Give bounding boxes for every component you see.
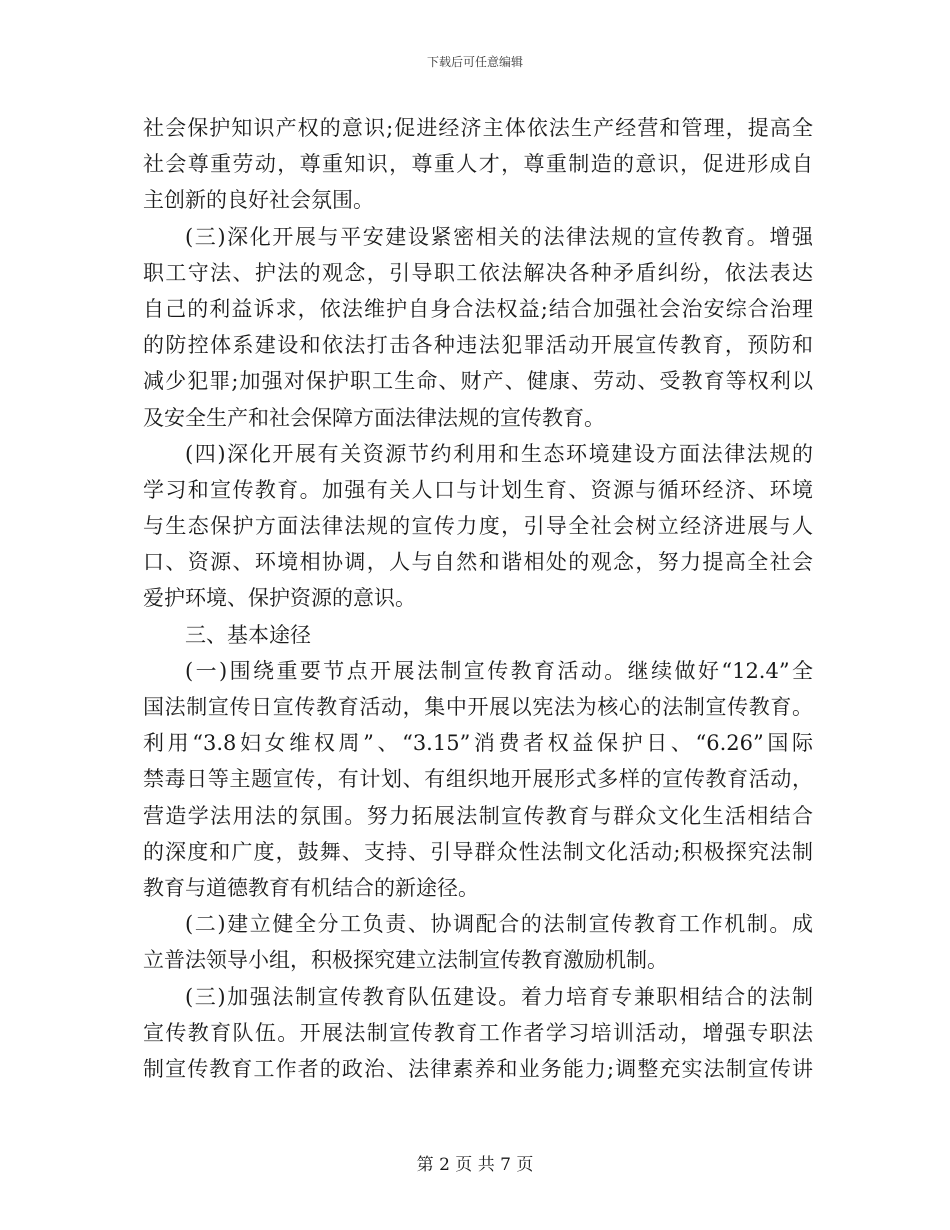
text-line: 利用“3.8妇女维权周”、“3.15”消费者权益保护日、“6.26”国际 bbox=[143, 731, 813, 756]
text-line: 的深度和广度，鼓舞、支持、引导群众性法制文化活动;积极探究法制 bbox=[143, 839, 813, 864]
page-header-note: 下载后可任意编辑 bbox=[426, 55, 523, 69]
text-line: 自己的利益诉求，依法维护自身合法权益;结合加强社会治安综合治理 bbox=[143, 296, 813, 321]
section-title: 三、基本途径 bbox=[185, 622, 311, 647]
text-line: 宣传教育队伍。开展法制宣传教育工作者学习培训活动，增强专职法 bbox=[143, 1020, 813, 1045]
section-heading-line: (四)深化开展有关资源节约利用和生态环境建设方面法律法规的 bbox=[185, 441, 813, 466]
text-line: 的防控体系建设和依法打击各种违法犯罪活动开展宣传教育，预防和 bbox=[143, 333, 813, 358]
text-line: 国法制宣传日宣传教育活动，集中开展以宪法为核心的法制宣传教育。 bbox=[143, 695, 813, 719]
text-line: 减少犯罪;加强对保护职工生命、财产、健康、劳动、受教育等权利以 bbox=[143, 369, 813, 394]
text-line: 爱护环境、保护资源的意识。 bbox=[143, 586, 416, 611]
text-line: 职工守法、护法的观念，引导职工依法解决各种矛盾纠纷，依法表达 bbox=[143, 260, 813, 285]
section-heading-line: (二)建立健全分工负责、协调配合的法制宣传教育工作机制。成 bbox=[185, 912, 813, 937]
document-body bbox=[143, 113, 813, 1090]
section-heading-line: (三)加强法制宣传教育队伍建设。着力培育专兼职相结合的法制 bbox=[185, 984, 813, 1009]
section-heading-line: (一)围绕重要节点开展法制宣传教育活动。继续做好“12.4”全 bbox=[185, 658, 813, 683]
page-number-footer: 第 2 页 共 7 页 bbox=[416, 1155, 534, 1175]
text-line: 制宣传教育工作者的政治、法律素养和业务能力;调整充实法制宣传讲 bbox=[143, 1056, 813, 1081]
text-line: 社会保护知识产权的意识;促进经济主体依法生产经营和管理，提高全 bbox=[143, 116, 813, 140]
text-line: 学习和宣传教育。加强有关人口与计划生育、资源与循环经济、环境 bbox=[143, 477, 813, 502]
text-line: 主创新的良好社会氛围。 bbox=[143, 188, 374, 213]
text-line: 口、资源、环境相协调，人与自然和谐相处的观念，努力提高全社会 bbox=[143, 550, 813, 575]
text-line: 营造学法用法的氛围。努力拓展法制宣传教育与群众文化生活相结合 bbox=[143, 803, 813, 828]
text-line: 社会尊重劳动，尊重知识，尊重人才，尊重制造的意识，促进形成自 bbox=[143, 152, 813, 177]
text-line: 及安全生产和社会保障方面法律法规的宣传教育。 bbox=[143, 405, 605, 430]
text-line: 立普法领导小组，积极探究建立法制宣传教育激励机制。 bbox=[143, 948, 668, 973]
section-heading-line: (三)深化开展与平安建设紧密相关的法律法规的宣传教育。增强 bbox=[185, 224, 813, 249]
text-line: 禁毒日等主题宣传，有计划、有组织地开展形式多样的宣传教育活动， bbox=[143, 767, 813, 792]
text-line: 教育与道德教育有机结合的新途径。 bbox=[143, 875, 479, 900]
text-line: 与生态保护方面法律法规的宣传力度，引导全社会树立经济进展与人 bbox=[143, 514, 813, 539]
